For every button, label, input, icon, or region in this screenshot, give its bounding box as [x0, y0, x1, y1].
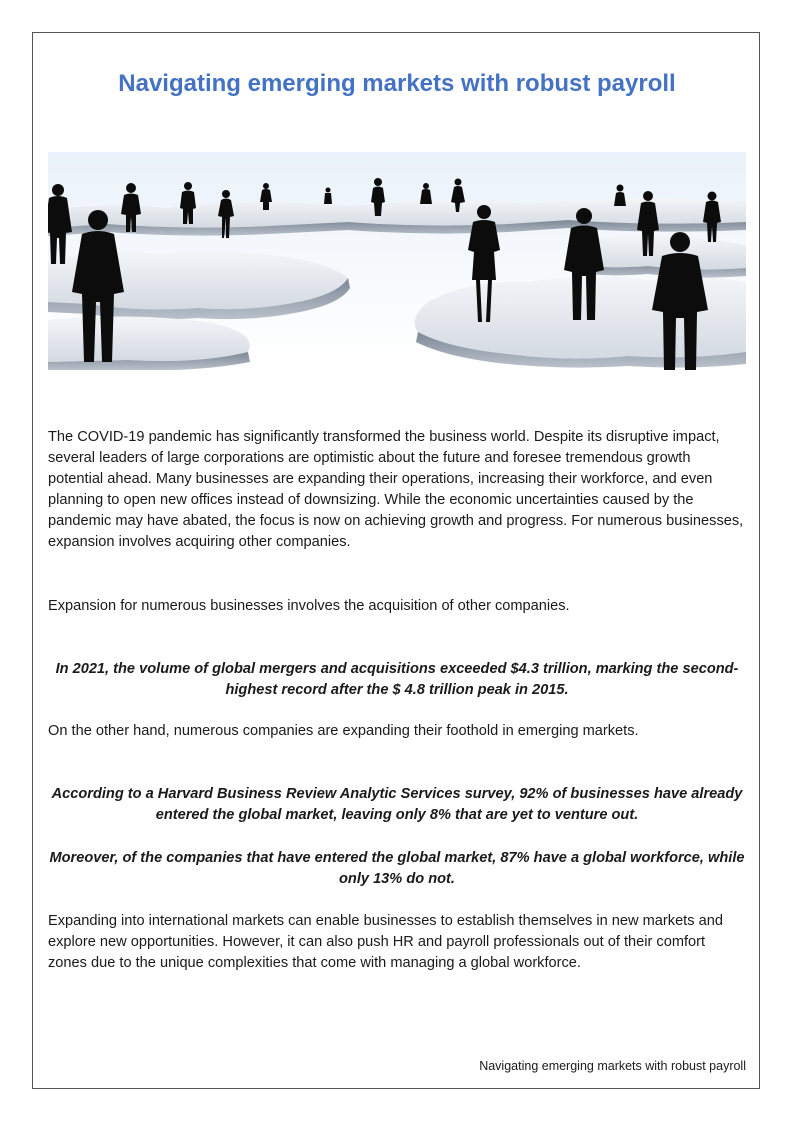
mergers-callout: In 2021, the volume of global mergers and acquisitions exceeded $4.3 trillion, marking the second-highest record after the $ 4.8 trillion peak in 2015.: [55, 661, 739, 698]
hero-image: [48, 152, 746, 370]
document-title: Navigating emerging markets with robust payroll: [118, 70, 676, 97]
intro-paragraph: The COVID-19 pandemic has significantly transformed the business world. Despite its disruptive impact, several leaders of large corporations are optimistic about the future and foresee tremendous growth potential ahead. Many businesses are expanding their operations, increasing their workforce, and even planning to open new offices instead of downsizing. While the economic uncertainties caused by the pandemic may have abated, the focus is now on achieving growth and progress. For numerous businesses, expansion involves acquiring other companies.: [48, 429, 744, 550]
conclusion-paragraph: Expanding into international markets can enable businesses to establish themselves in new markets and explore new opportunities. However, it can also push HR and payroll professionals out of their comfort zones due to the unique complexities that come with managing a global workforce.: [48, 913, 723, 971]
page-footer: Navigating emerging markets with robust payroll: [479, 1059, 746, 1073]
workforce-callout: Moreover, of the companies that have entered the global market, 87% have a global workforce, while only 13% do not.: [49, 850, 745, 887]
emerging-markets-paragraph: On the other hand, numerous companies are expanding their foothold in emerging markets.: [48, 723, 639, 739]
business-people-on-world-map-icon: [48, 152, 746, 370]
acquisition-paragraph: Expansion for numerous businesses involves the acquisition of other companies.: [48, 598, 570, 614]
survey-callout: According to a Harvard Business Review Analytic Services survey, 92% of businesses have already entered the global market, leaving only 8% that are yet to venture out.: [51, 786, 743, 823]
